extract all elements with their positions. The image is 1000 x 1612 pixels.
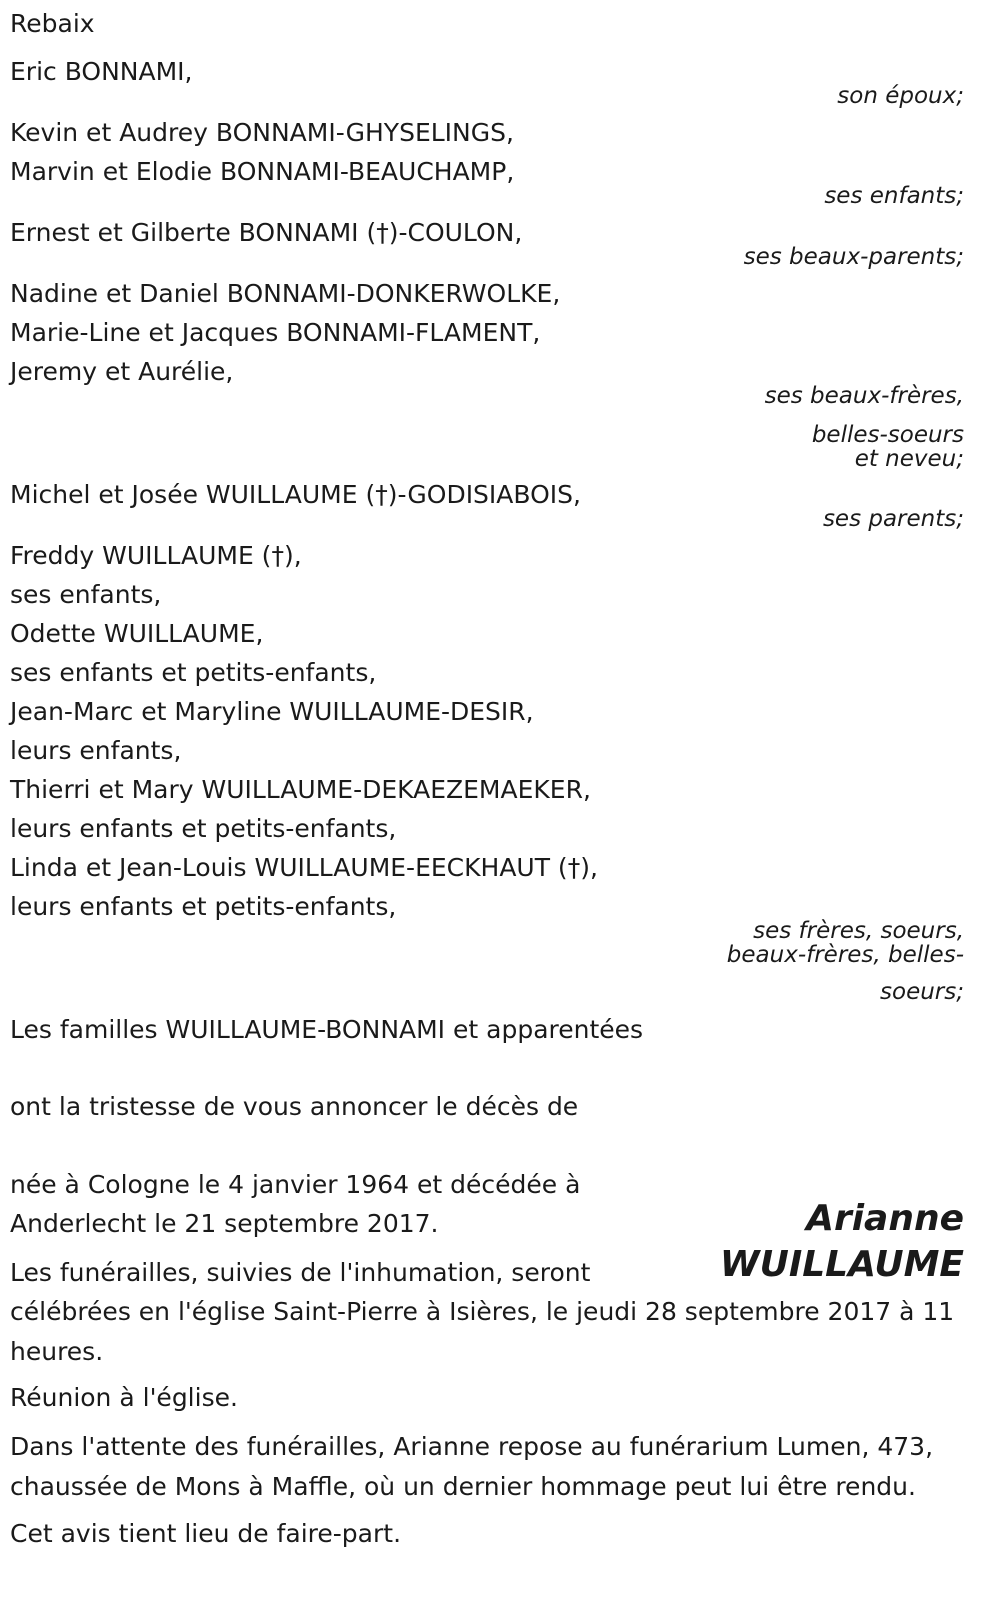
viewing-paragraph: Dans l'attente des funérailles, Arianne repose au funérarium Lumen, 473, chaussée de Mons à Maffle, où un dernier hommage peut lui être rendu. bbox=[10, 1432, 934, 1501]
deceased-last-name: WUILLAUME bbox=[719, 1244, 964, 1285]
funeral-details: célébrées en l'église Saint-Pierre à Isières, le jeudi 28 septembre 2017 à 11 heures. bbox=[10, 1297, 955, 1366]
sibling-in-law-name: Nadine et Daniel BONNAMI-DONKERWOLKE, bbox=[10, 279, 561, 308]
birth-death-line: Anderlecht le 21 septembre 2017. bbox=[10, 1209, 439, 1238]
families-line: Les familles WUILLAUME-BONNAMI et apparentées bbox=[10, 1015, 644, 1044]
closing-line: Cet avis tient lieu de faire-part. bbox=[10, 1519, 402, 1548]
sibling-line: Thierri et Mary WUILLAUME-DEKAEZEMAEKER, bbox=[10, 775, 591, 804]
funeral-first-line: Les funérailles, suivies de l'inhumation, seront bbox=[10, 1258, 591, 1287]
sibling-line: Linda et Jean-Louis WUILLAUME-EECKHAUT (†), bbox=[10, 853, 598, 882]
siblings-relation-cont: soeurs; bbox=[880, 979, 964, 1005]
spouse-relation: son époux; bbox=[837, 83, 964, 109]
parents-in-law-relation: ses beaux-parents; bbox=[743, 244, 964, 270]
parents-name: Michel et Josée WUILLAUME (†)-GODISIABOIS, bbox=[10, 480, 581, 509]
sibling-line: Freddy WUILLAUME (†), bbox=[10, 541, 302, 570]
child-name: Marvin et Elodie BONNAMI-BEAUCHAMP, bbox=[10, 157, 515, 186]
deceased-name bbox=[720, 1196, 964, 1288]
siblings-in-law-relation-cont: belles-soeurs et neveu; bbox=[811, 422, 964, 472]
siblings-in-law-relation: ses beaux-frères, bbox=[764, 383, 964, 409]
spouse-name: Eric BONNAMI, bbox=[10, 57, 193, 86]
sibling-line: leurs enfants, bbox=[10, 736, 182, 765]
sibling-in-law-name: Jeremy et Aurélie, bbox=[10, 357, 234, 386]
sibling-line: ses enfants, bbox=[10, 580, 162, 609]
child-name: Kevin et Audrey BONNAMI-GHYSELINGS, bbox=[10, 118, 514, 147]
children-relation: ses enfants; bbox=[824, 183, 964, 209]
sibling-line: Jean-Marc et Maryline WUILLAUME-DESIR, bbox=[10, 697, 534, 726]
deceased-first-name: Arianne bbox=[806, 1198, 964, 1239]
sibling-line: ses enfants et petits-enfants, bbox=[10, 658, 377, 687]
sibling-line: leurs enfants et petits-enfants, bbox=[10, 814, 397, 843]
birth-death-line: née à Cologne le 4 janvier 1964 et décédée à bbox=[10, 1170, 581, 1199]
parents-relation: ses parents; bbox=[822, 506, 964, 532]
sibling-line: leurs enfants et petits-enfants, bbox=[10, 892, 397, 921]
siblings-relation: ses frères, soeurs, beaux-frères, belles- bbox=[726, 918, 964, 968]
location-heading: Rebaix bbox=[10, 9, 95, 38]
parents-in-law-name: Ernest et Gilberte BONNAMI (†)-COULON, bbox=[10, 218, 523, 247]
sibling-line: Odette WUILLAUME, bbox=[10, 619, 264, 648]
meeting-line: Réunion à l'église. bbox=[10, 1383, 238, 1412]
sibling-in-law-name: Marie-Line et Jacques BONNAMI-FLAMENT, bbox=[10, 318, 541, 347]
announcement-line: ont la tristesse de vous annoncer le décès de bbox=[10, 1092, 579, 1121]
